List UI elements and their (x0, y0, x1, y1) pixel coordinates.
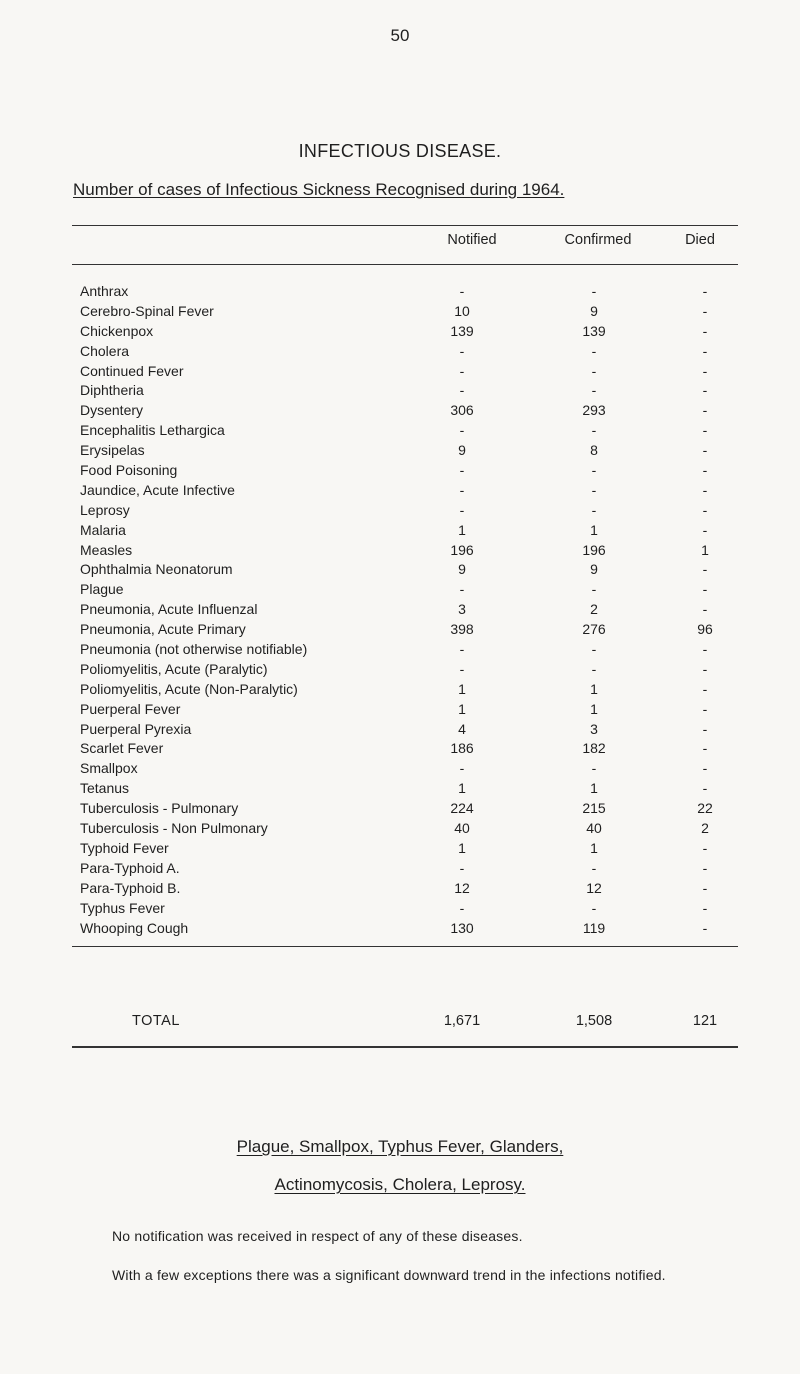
disease-name: Continued Fever (80, 362, 184, 379)
table-row (72, 322, 738, 342)
notified-cell: 4 (458, 720, 466, 737)
died-cell: - (702, 402, 708, 419)
notified-cell: - (459, 641, 465, 658)
died-cell: - (702, 442, 708, 459)
disease-name: Puerperal Pyrexia (80, 720, 192, 737)
died-cell: - (702, 839, 708, 856)
disease-name: Food Poisoning (80, 462, 178, 479)
died-cell: - (702, 382, 708, 399)
table-row (72, 739, 738, 759)
confirmed-cell: 8 (590, 442, 598, 459)
table-row (72, 620, 738, 640)
notified-cell: - (459, 501, 465, 518)
confirmed-cell: 2 (590, 601, 598, 618)
table-row (72, 580, 738, 600)
notified-cell: - (459, 462, 465, 479)
disease-name: Scarlet Fever (80, 740, 164, 757)
confirmed-cell: 139 (582, 322, 606, 339)
table-row (72, 799, 738, 819)
died-cell: - (702, 899, 708, 916)
table-row (72, 899, 738, 919)
note-title-line-2 (0, 1175, 800, 1195)
column-header-confirmed: Confirmed (564, 232, 632, 248)
died-cell: - (702, 859, 708, 876)
disease-table-body (72, 282, 738, 938)
died-cell: - (702, 680, 708, 697)
disease-name: Tuberculosis - Pulmonary (80, 800, 239, 817)
note-title-line-1 (0, 1137, 800, 1157)
disease-name: Measles (80, 541, 133, 558)
confirmed-cell: 1 (590, 839, 598, 856)
died-cell: - (702, 501, 708, 518)
notified-cell: - (459, 382, 465, 399)
died-cell: - (702, 601, 708, 618)
table-row (72, 700, 738, 720)
table-row (72, 541, 738, 561)
table-row (72, 381, 738, 401)
disease-name: Cerebro-Spinal Fever (80, 302, 214, 319)
notified-cell: 1 (458, 680, 466, 697)
notified-cell: 3 (458, 601, 466, 618)
column-header-died: Died (685, 232, 715, 248)
table-row (72, 342, 738, 362)
confirmed-cell: 1 (590, 680, 598, 697)
notified-cell: - (459, 342, 465, 359)
table-row (72, 839, 738, 859)
total-row (72, 1010, 738, 1032)
notified-cell: 9 (458, 561, 466, 578)
notified-cell: 40 (454, 820, 470, 837)
table-row (72, 759, 738, 779)
disease-name: Dysentery (80, 402, 144, 419)
confirmed-cell: - (591, 760, 597, 777)
died-cell: 22 (697, 800, 713, 817)
notified-cell: 224 (450, 800, 474, 817)
disease-name: Pneumonia, Acute Influenzal (80, 601, 258, 618)
confirmed-cell: 40 (586, 820, 602, 837)
note-paragraph-1: No notification was received in respect of any of these diseases. (112, 1228, 523, 1244)
confirmed-cell: 3 (590, 720, 598, 737)
table-row (72, 919, 738, 939)
table-row (72, 560, 738, 580)
disease-name: Pneumonia, Acute Primary (80, 621, 246, 638)
notified-cell: 306 (450, 402, 474, 419)
disease-name: Anthrax (80, 283, 129, 299)
notified-cell: 10 (454, 302, 470, 319)
confirmed-cell: - (591, 362, 597, 379)
table-row (72, 640, 738, 660)
confirmed-cell: - (591, 501, 597, 518)
note-title-line-2-text: Actinomycosis, Cholera, Leprosy. (274, 1175, 526, 1194)
confirmed-cell: 119 (582, 919, 606, 936)
disease-name: Encephalitis Lethargica (80, 422, 225, 439)
died-cell: - (702, 521, 708, 538)
table-row (72, 879, 738, 899)
notified-cell: 186 (450, 740, 474, 757)
confirmed-cell: - (591, 342, 597, 359)
page-number: 50 (390, 26, 410, 45)
confirmed-cell: 293 (582, 402, 606, 419)
notified-cell: - (459, 660, 465, 677)
table-row (72, 481, 738, 501)
confirmed-cell: - (591, 382, 597, 399)
notified-cell: 1 (458, 700, 466, 717)
note-title-line-1-text: Plague, Smallpox, Typhus Fever, Glanders, (236, 1137, 564, 1156)
died-cell: - (702, 581, 708, 598)
total-notified: 1,671 (443, 1013, 481, 1029)
died-cell: - (702, 700, 708, 717)
table-caption: Number of cases of Infectious Sickness Recognised during 1964. (73, 180, 565, 199)
table-row (72, 282, 738, 302)
confirmed-cell: 9 (590, 302, 598, 319)
notified-cell: - (459, 581, 465, 598)
disease-name: Erysipelas (80, 442, 145, 459)
confirmed-cell: - (591, 481, 597, 498)
disease-name: Tuberculosis - Non Pulmonary (80, 820, 268, 837)
table-top-rule (72, 225, 738, 226)
died-cell: 2 (701, 820, 709, 837)
disease-name: Cholera (80, 342, 130, 359)
died-cell: - (702, 740, 708, 757)
note-paragraph-2: With a few exceptions there was a significant downward trend in the infections notified. (112, 1267, 666, 1283)
total-bottom-rule (72, 1046, 738, 1048)
notified-cell: 12 (454, 879, 470, 896)
table-row (72, 501, 738, 521)
disease-name: Ophthalmia Neonatorum (80, 561, 233, 578)
confirmed-cell: - (591, 899, 597, 916)
died-cell: - (702, 462, 708, 479)
table-row (72, 660, 738, 680)
notified-cell: 139 (450, 322, 474, 339)
table-row (72, 720, 738, 740)
table-row (72, 441, 738, 461)
confirmed-cell: 9 (590, 561, 598, 578)
total-confirmed: 1,508 (575, 1013, 613, 1029)
table-row (72, 600, 738, 620)
died-cell: - (702, 780, 708, 797)
table-row (72, 521, 738, 541)
confirmed-cell: 276 (582, 621, 606, 638)
disease-name: Diphtheria (80, 382, 144, 399)
confirmed-cell: 182 (582, 740, 606, 757)
notified-cell: 398 (450, 621, 474, 638)
died-cell: - (702, 342, 708, 359)
notified-cell: - (459, 859, 465, 876)
died-cell: - (702, 760, 708, 777)
died-cell: - (702, 283, 708, 299)
disease-name: Whooping Cough (80, 919, 189, 936)
confirmed-cell: 215 (582, 800, 606, 817)
table-row (72, 362, 738, 382)
disease-name: Puerperal Fever (80, 700, 181, 717)
column-header-notified: Notified (447, 232, 497, 248)
died-cell: - (702, 660, 708, 677)
confirmed-cell: 1 (590, 521, 598, 538)
disease-name: Poliomyelitis, Acute (Paralytic) (80, 660, 268, 677)
disease-name: Tetanus (80, 780, 130, 797)
confirmed-cell: - (591, 660, 597, 677)
total-label: TOTAL (132, 1013, 180, 1029)
confirmed-cell: - (591, 641, 597, 658)
table-row (72, 779, 738, 799)
disease-name: Jaundice, Acute Infective (80, 481, 235, 498)
total-died: 121 (692, 1013, 718, 1029)
notified-cell: - (459, 481, 465, 498)
table-row (72, 461, 738, 481)
notified-cell: 1 (458, 839, 466, 856)
disease-name: Typhoid Fever (80, 839, 169, 856)
died-cell: - (702, 720, 708, 737)
died-cell: - (702, 422, 708, 439)
page-title: INFECTIOUS DISEASE. (298, 141, 502, 161)
table-row (72, 859, 738, 879)
notified-cell: 1 (458, 521, 466, 538)
notified-cell: - (459, 899, 465, 916)
confirmed-cell: 1 (590, 780, 598, 797)
disease-name: Pneumonia (not otherwise notifiable) (80, 641, 308, 658)
notified-cell: - (459, 760, 465, 777)
disease-name: Malaria (80, 521, 126, 538)
died-cell: 96 (697, 621, 713, 638)
confirmed-cell: - (591, 422, 597, 439)
disease-name: Typhus Fever (80, 899, 165, 916)
disease-name: Para-Typhoid A. (80, 859, 180, 876)
notified-cell: 1 (458, 780, 466, 797)
died-cell: - (702, 481, 708, 498)
header-bottom-rule (72, 264, 738, 265)
confirmed-cell: - (591, 283, 597, 299)
disease-name: Chickenpox (80, 322, 154, 339)
confirmed-cell: - (591, 462, 597, 479)
died-cell: - (702, 919, 708, 936)
died-cell: 1 (701, 541, 709, 558)
notified-cell: - (459, 422, 465, 439)
disease-name: Leprosy (80, 501, 130, 518)
died-cell: - (702, 362, 708, 379)
table-header (72, 232, 738, 252)
died-cell: - (702, 322, 708, 339)
confirmed-cell: 1 (590, 700, 598, 717)
table-row (72, 401, 738, 421)
notified-cell: 196 (450, 541, 474, 558)
disease-name: Para-Typhoid B. (80, 879, 181, 896)
confirmed-cell: - (591, 581, 597, 598)
died-cell: - (702, 561, 708, 578)
table-row (72, 819, 738, 839)
confirmed-cell: - (591, 859, 597, 876)
died-cell: - (702, 879, 708, 896)
notified-cell: - (459, 362, 465, 379)
died-cell: - (702, 302, 708, 319)
notified-cell: 130 (450, 919, 474, 936)
table-row (72, 680, 738, 700)
disease-name: Smallpox (80, 760, 138, 777)
notified-cell: 9 (458, 442, 466, 459)
table-row (72, 302, 738, 322)
died-cell: - (702, 641, 708, 658)
disease-name: Plague (80, 581, 124, 598)
confirmed-cell: 12 (586, 879, 602, 896)
table-row (72, 421, 738, 441)
disease-name: Poliomyelitis, Acute (Non-Paralytic) (80, 680, 298, 697)
notified-cell: - (459, 283, 465, 299)
table-bottom-rule (72, 946, 738, 947)
confirmed-cell: 196 (582, 541, 606, 558)
